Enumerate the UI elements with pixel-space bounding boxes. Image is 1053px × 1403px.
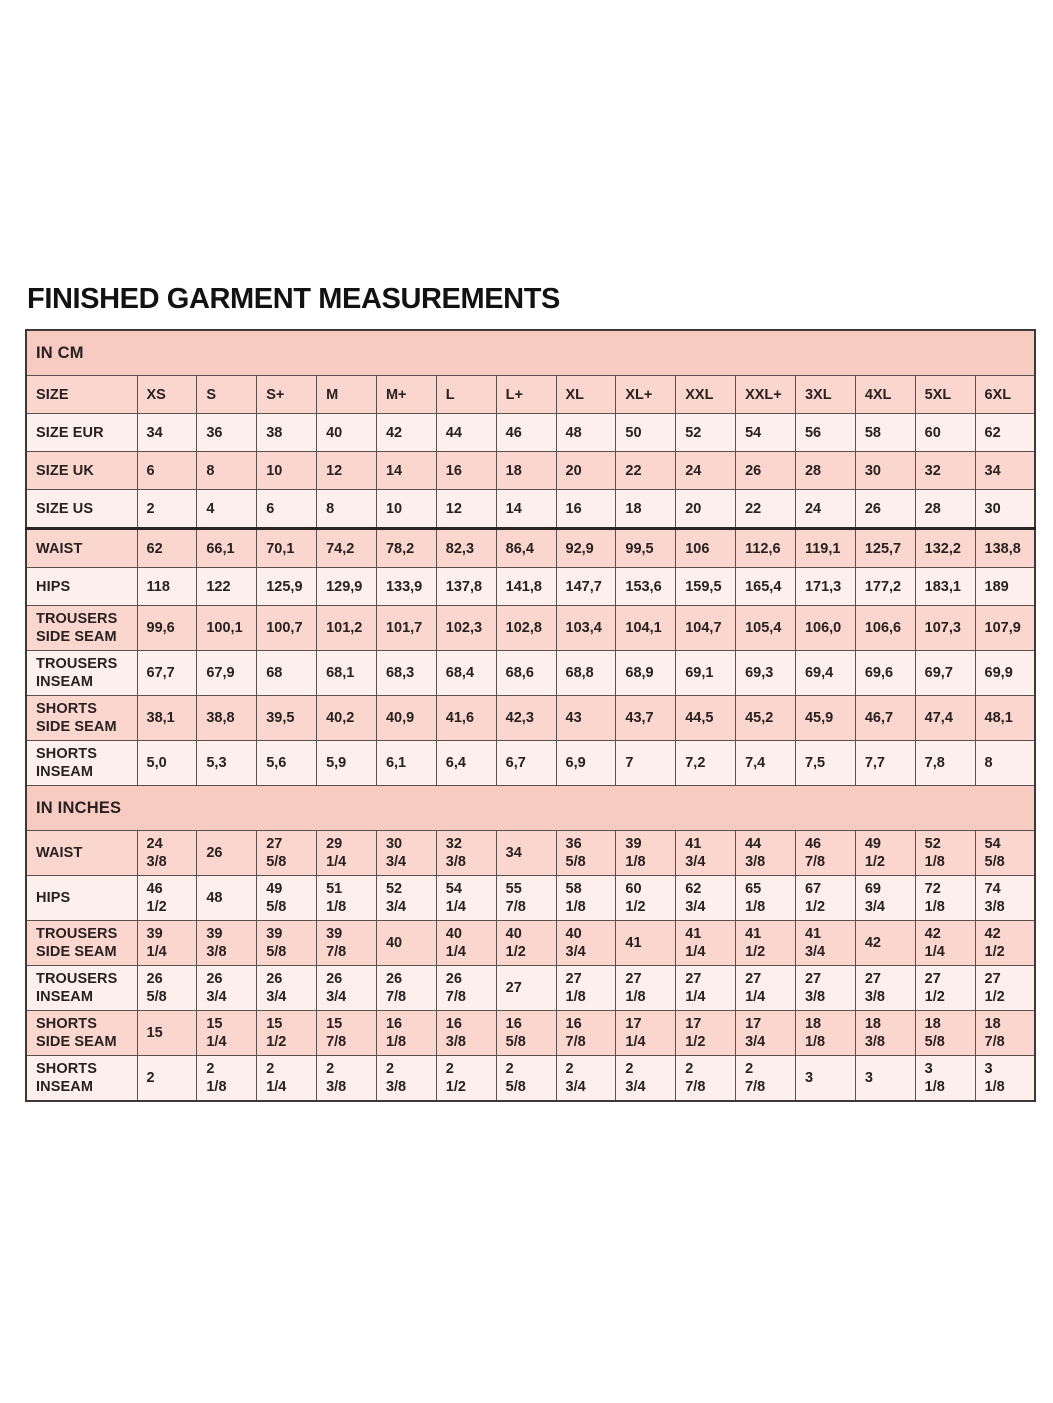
measurement-cell: 2 7/8: [736, 1056, 796, 1102]
measurement-cell: 26: [736, 452, 796, 490]
measurement-cell: 38,8: [197, 696, 257, 741]
measurement-cell: 159,5: [676, 568, 736, 606]
measurement-cell: 27 1/4: [676, 966, 736, 1011]
measurement-cell: 18 3/8: [855, 1011, 915, 1056]
measurement-cell: 34: [137, 414, 197, 452]
measurement-cell: 137,8: [436, 568, 496, 606]
measurement-cell: 69 3/4: [855, 876, 915, 921]
measurement-cell: 54: [736, 414, 796, 452]
measurement-cell: 45,9: [795, 696, 855, 741]
measurement-cell: XL+: [616, 376, 676, 414]
row-label: TROUSERS SIDE SEAM: [26, 606, 137, 651]
measurement-cell: 18: [496, 452, 556, 490]
measurement-cell: 41 3/4: [795, 921, 855, 966]
table-row: [26, 568, 1035, 606]
measurement-cell: 26 3/4: [257, 966, 317, 1011]
measurement-cell: 103,4: [556, 606, 616, 651]
measurement-cell: 15 1/2: [257, 1011, 317, 1056]
table-row: [26, 414, 1035, 452]
measurement-cell: 2 5/8: [496, 1056, 556, 1102]
measurement-cell: 27 3/8: [795, 966, 855, 1011]
measurement-cell: 68,9: [616, 651, 676, 696]
measurement-cell: 39 1/4: [137, 921, 197, 966]
measurement-cell: 49 1/2: [855, 831, 915, 876]
measurement-cell: 7,7: [855, 741, 915, 786]
measurement-cell: 39 3/8: [197, 921, 257, 966]
measurement-cell: 104,1: [616, 606, 676, 651]
section-header: IN INCHES: [26, 786, 1035, 831]
table-row: [26, 490, 1035, 529]
measurement-cell: 2 3/4: [616, 1056, 676, 1102]
measurement-cell: 16: [556, 490, 616, 529]
measurement-cell: S: [197, 376, 257, 414]
measurement-cell: 107,3: [915, 606, 975, 651]
measurement-cell: 177,2: [855, 568, 915, 606]
measurement-cell: 27 3/8: [855, 966, 915, 1011]
measurement-cell: 102,3: [436, 606, 496, 651]
table-row: [26, 831, 1035, 876]
measurement-cell: 52 1/8: [915, 831, 975, 876]
measurement-cell: 39 5/8: [257, 921, 317, 966]
measurement-cell: 69,6: [855, 651, 915, 696]
table-row: [26, 876, 1035, 921]
measurement-cell: 2 1/2: [436, 1056, 496, 1102]
table-row: [26, 1056, 1035, 1102]
measurement-cell: 8: [975, 741, 1035, 786]
measurement-cell: 12: [436, 490, 496, 529]
measurement-cell: 112,6: [736, 529, 796, 568]
measurement-cell: 74,2: [317, 529, 377, 568]
measurement-cell: 40: [376, 921, 436, 966]
measurement-cell: 153,6: [616, 568, 676, 606]
measurement-cell: 6,9: [556, 741, 616, 786]
measurement-cell: 42 1/2: [975, 921, 1035, 966]
measurement-cell: 2 3/4: [556, 1056, 616, 1102]
measurement-cell: 2 3/8: [317, 1056, 377, 1102]
measurement-cell: 7,4: [736, 741, 796, 786]
table-row: [26, 966, 1035, 1011]
measurement-cell: 3: [795, 1056, 855, 1102]
measurement-cell: 34: [496, 831, 556, 876]
measurement-cell: 6,1: [376, 741, 436, 786]
table-row: [26, 741, 1035, 786]
measurement-cell: 70,1: [257, 529, 317, 568]
measurement-cell: 69,1: [676, 651, 736, 696]
measurement-cell: 39 7/8: [317, 921, 377, 966]
measurement-cell: 92,9: [556, 529, 616, 568]
measurement-cell: 40 1/2: [496, 921, 556, 966]
measurement-cell: 17 1/2: [676, 1011, 736, 1056]
measurement-cell: 48,1: [975, 696, 1035, 741]
measurement-cell: 40 1/4: [436, 921, 496, 966]
table-row: [26, 376, 1035, 414]
measurement-cell: 62: [975, 414, 1035, 452]
row-label: SHORTS SIDE SEAM: [26, 1011, 137, 1056]
measurement-cell: 14: [496, 490, 556, 529]
measurement-cell: 54 1/4: [436, 876, 496, 921]
measurement-cell: S+: [257, 376, 317, 414]
measurement-cell: 42 1/4: [915, 921, 975, 966]
measurement-cell: 39,5: [257, 696, 317, 741]
measurement-cell: 69,4: [795, 651, 855, 696]
measurement-cell: 10: [257, 452, 317, 490]
measurement-cell: 54 5/8: [975, 831, 1035, 876]
measurement-cell: 3XL: [795, 376, 855, 414]
measurements-table-body: [26, 330, 1035, 1101]
section-band-row: [26, 330, 1035, 376]
measurement-cell: 56: [795, 414, 855, 452]
measurement-cell: 41 1/2: [736, 921, 796, 966]
measurement-cell: 65 1/8: [736, 876, 796, 921]
measurement-cell: 74 3/8: [975, 876, 1035, 921]
measurement-cell: 16 5/8: [496, 1011, 556, 1056]
measurement-cell: 49 5/8: [257, 876, 317, 921]
measurement-cell: 44,5: [676, 696, 736, 741]
measurement-cell: 100,7: [257, 606, 317, 651]
measurement-cell: 129,9: [317, 568, 377, 606]
measurement-cell: 118: [137, 568, 197, 606]
measurement-cell: 29 1/4: [317, 831, 377, 876]
measurement-cell: 40,2: [317, 696, 377, 741]
measurement-cell: 24: [795, 490, 855, 529]
measurement-cell: 147,7: [556, 568, 616, 606]
measurement-cell: 125,7: [855, 529, 915, 568]
row-label: SIZE UK: [26, 452, 137, 490]
measurement-cell: 68,6: [496, 651, 556, 696]
measurement-cell: 16: [436, 452, 496, 490]
measurement-cell: 39 1/8: [616, 831, 676, 876]
row-label: TROUSERS INSEAM: [26, 651, 137, 696]
measurement-cell: 66,1: [197, 529, 257, 568]
measurement-cell: 27 5/8: [257, 831, 317, 876]
measurement-cell: 40,9: [376, 696, 436, 741]
measurement-cell: 52: [676, 414, 736, 452]
measurement-cell: 5,6: [257, 741, 317, 786]
page-title: FINISHED GARMENT MEASUREMENTS: [27, 283, 560, 315]
measurement-cell: 2 1/4: [257, 1056, 317, 1102]
measurement-cell: 2: [137, 1056, 197, 1102]
measurement-cell: 5XL: [915, 376, 975, 414]
measurement-cell: 16 3/8: [436, 1011, 496, 1056]
measurement-cell: 38,1: [137, 696, 197, 741]
measurement-cell: 189: [975, 568, 1035, 606]
measurement-cell: 20: [556, 452, 616, 490]
measurement-cell: 101,7: [376, 606, 436, 651]
measurement-cell: 72 1/8: [915, 876, 975, 921]
measurement-cell: 27 1/4: [736, 966, 796, 1011]
measurement-cell: 15: [137, 1011, 197, 1056]
measurement-cell: 30: [975, 490, 1035, 529]
measurement-cell: 6XL: [975, 376, 1035, 414]
measurement-cell: 50: [616, 414, 676, 452]
measurement-cell: 165,4: [736, 568, 796, 606]
measurement-cell: 141,8: [496, 568, 556, 606]
measurement-cell: 15 7/8: [317, 1011, 377, 1056]
measurement-cell: 100,1: [197, 606, 257, 651]
measurement-cell: 26 5/8: [137, 966, 197, 1011]
table-row: [26, 651, 1035, 696]
row-label: SIZE EUR: [26, 414, 137, 452]
measurement-cell: 106: [676, 529, 736, 568]
measurement-cell: 41,6: [436, 696, 496, 741]
measurement-cell: 18: [616, 490, 676, 529]
measurement-cell: 8: [317, 490, 377, 529]
table-row: [26, 696, 1035, 741]
measurement-cell: 104,7: [676, 606, 736, 651]
measurement-cell: 18 5/8: [915, 1011, 975, 1056]
measurement-cell: 22: [736, 490, 796, 529]
measurement-cell: 16 7/8: [556, 1011, 616, 1056]
section-header: IN CM: [26, 330, 1035, 376]
measurement-cell: L: [436, 376, 496, 414]
measurement-cell: 5,9: [317, 741, 377, 786]
measurement-cell: 26 3/4: [317, 966, 377, 1011]
measurement-cell: 41: [616, 921, 676, 966]
measurement-cell: 7,5: [795, 741, 855, 786]
measurement-cell: M: [317, 376, 377, 414]
measurement-cell: 46,7: [855, 696, 915, 741]
measurement-cell: 2 3/8: [376, 1056, 436, 1102]
row-label: HIPS: [26, 568, 137, 606]
measurement-cell: 69,7: [915, 651, 975, 696]
measurement-cell: 48: [197, 876, 257, 921]
measurement-cell: 68,3: [376, 651, 436, 696]
measurement-cell: 26 7/8: [436, 966, 496, 1011]
measurement-cell: 16 1/8: [376, 1011, 436, 1056]
measurement-cell: 107,9: [975, 606, 1035, 651]
measurement-cell: 3 1/8: [915, 1056, 975, 1102]
measurement-cell: 24: [676, 452, 736, 490]
table-row: [26, 452, 1035, 490]
measurement-cell: 2 7/8: [676, 1056, 736, 1102]
measurement-cell: 5,0: [137, 741, 197, 786]
row-label: SIZE US: [26, 490, 137, 529]
measurement-cell: 8: [197, 452, 257, 490]
measurement-cell: 102,8: [496, 606, 556, 651]
measurement-cell: 40: [317, 414, 377, 452]
measurement-cell: 68,4: [436, 651, 496, 696]
measurement-cell: 138,8: [975, 529, 1035, 568]
measurement-cell: 34: [975, 452, 1035, 490]
measurement-cell: 28: [915, 490, 975, 529]
measurement-cell: 2 1/8: [197, 1056, 257, 1102]
measurement-cell: 6: [137, 452, 197, 490]
measurement-cell: 101,2: [317, 606, 377, 651]
measurement-cell: 86,4: [496, 529, 556, 568]
measurement-cell: 58: [855, 414, 915, 452]
measurement-cell: 67,9: [197, 651, 257, 696]
measurement-cell: XXL: [676, 376, 736, 414]
row-label: HIPS: [26, 876, 137, 921]
measurement-cell: 62 3/4: [676, 876, 736, 921]
row-label: SHORTS INSEAM: [26, 1056, 137, 1102]
measurement-cell: 42: [855, 921, 915, 966]
measurement-cell: 6,7: [496, 741, 556, 786]
measurement-cell: 45,2: [736, 696, 796, 741]
measurement-cell: 17 1/4: [616, 1011, 676, 1056]
measurement-cell: 106,6: [855, 606, 915, 651]
measurement-cell: 78,2: [376, 529, 436, 568]
measurement-cell: 99,5: [616, 529, 676, 568]
measurement-cell: 6: [257, 490, 317, 529]
measurement-cell: 44: [436, 414, 496, 452]
measurement-cell: 27 1/2: [975, 966, 1035, 1011]
measurement-cell: 2: [137, 490, 197, 529]
measurement-cell: 41 1/4: [676, 921, 736, 966]
measurement-cell: 27 1/8: [556, 966, 616, 1011]
measurement-cell: 26: [855, 490, 915, 529]
measurement-cell: 18 1/8: [795, 1011, 855, 1056]
measurement-cell: 82,3: [436, 529, 496, 568]
measurement-cell: XS: [137, 376, 197, 414]
measurement-cell: 26: [197, 831, 257, 876]
measurement-cell: 55 7/8: [496, 876, 556, 921]
measurement-cell: 18 7/8: [975, 1011, 1035, 1056]
measurement-cell: 69,3: [736, 651, 796, 696]
size-chart-page: [25, 283, 1036, 1102]
row-label: WAIST: [26, 529, 137, 568]
measurement-cell: 30: [855, 452, 915, 490]
measurement-cell: L+: [496, 376, 556, 414]
measurement-cell: 36 5/8: [556, 831, 616, 876]
measurement-cell: 30 3/4: [376, 831, 436, 876]
measurement-cell: 44 3/8: [736, 831, 796, 876]
table-row: [26, 1011, 1035, 1056]
row-label: WAIST: [26, 831, 137, 876]
measurement-cell: 10: [376, 490, 436, 529]
measurement-cell: 40 3/4: [556, 921, 616, 966]
measurement-cell: 68,1: [317, 651, 377, 696]
measurement-cell: 48: [556, 414, 616, 452]
table-row: [26, 606, 1035, 651]
measurement-cell: 38: [257, 414, 317, 452]
measurement-cell: 14: [376, 452, 436, 490]
measurement-cell: 27 1/8: [616, 966, 676, 1011]
measurement-cell: 3: [855, 1056, 915, 1102]
measurement-cell: 12: [317, 452, 377, 490]
measurement-cell: 22: [616, 452, 676, 490]
measurement-cell: 42: [376, 414, 436, 452]
measurement-cell: 122: [197, 568, 257, 606]
measurement-cell: 68: [257, 651, 317, 696]
measurement-cell: M+: [376, 376, 436, 414]
measurement-cell: 47,4: [915, 696, 975, 741]
measurement-cell: 24 3/8: [137, 831, 197, 876]
measurement-cell: 171,3: [795, 568, 855, 606]
measurement-cell: XXL+: [736, 376, 796, 414]
measurement-cell: 51 1/8: [317, 876, 377, 921]
measurement-cell: 32: [915, 452, 975, 490]
table-row: [26, 529, 1035, 568]
measurement-cell: 4: [197, 490, 257, 529]
measurement-cell: 67,7: [137, 651, 197, 696]
measurements-table: [25, 329, 1036, 1102]
row-label: TROUSERS SIDE SEAM: [26, 921, 137, 966]
row-label: SHORTS INSEAM: [26, 741, 137, 786]
measurement-cell: 7,8: [915, 741, 975, 786]
measurement-cell: 67 1/2: [795, 876, 855, 921]
measurement-cell: 32 3/8: [436, 831, 496, 876]
measurement-cell: 46 1/2: [137, 876, 197, 921]
measurement-cell: 7: [616, 741, 676, 786]
measurement-cell: 27: [496, 966, 556, 1011]
measurement-cell: 26 7/8: [376, 966, 436, 1011]
row-label: TROUSERS INSEAM: [26, 966, 137, 1011]
measurement-cell: 105,4: [736, 606, 796, 651]
measurement-cell: 58 1/8: [556, 876, 616, 921]
measurement-cell: 17 3/4: [736, 1011, 796, 1056]
measurement-cell: 68,8: [556, 651, 616, 696]
row-label: SIZE: [26, 376, 137, 414]
measurement-cell: 41 3/4: [676, 831, 736, 876]
measurement-cell: 15 1/4: [197, 1011, 257, 1056]
measurement-cell: 27 1/2: [915, 966, 975, 1011]
measurement-cell: 26 3/4: [197, 966, 257, 1011]
measurement-cell: 5,3: [197, 741, 257, 786]
measurement-cell: 133,9: [376, 568, 436, 606]
measurement-cell: 43: [556, 696, 616, 741]
measurement-cell: 125,9: [257, 568, 317, 606]
section-band-row: [26, 786, 1035, 831]
table-row: [26, 921, 1035, 966]
measurement-cell: 183,1: [915, 568, 975, 606]
measurement-cell: 20: [676, 490, 736, 529]
measurement-cell: 36: [197, 414, 257, 452]
measurement-cell: 4XL: [855, 376, 915, 414]
measurement-cell: 7,2: [676, 741, 736, 786]
measurement-cell: 28: [795, 452, 855, 490]
measurement-cell: 119,1: [795, 529, 855, 568]
measurement-cell: 6,4: [436, 741, 496, 786]
measurement-cell: 52 3/4: [376, 876, 436, 921]
row-label: SHORTS SIDE SEAM: [26, 696, 137, 741]
measurement-cell: 62: [137, 529, 197, 568]
measurement-cell: 43,7: [616, 696, 676, 741]
measurement-cell: XL: [556, 376, 616, 414]
measurement-cell: 132,2: [915, 529, 975, 568]
measurement-cell: 106,0: [795, 606, 855, 651]
measurement-cell: 99,6: [137, 606, 197, 651]
measurement-cell: 46 7/8: [795, 831, 855, 876]
measurement-cell: 42,3: [496, 696, 556, 741]
measurement-cell: 60 1/2: [616, 876, 676, 921]
measurement-cell: 46: [496, 414, 556, 452]
measurement-cell: 3 1/8: [975, 1056, 1035, 1102]
measurement-cell: 69,9: [975, 651, 1035, 696]
measurement-cell: 60: [915, 414, 975, 452]
